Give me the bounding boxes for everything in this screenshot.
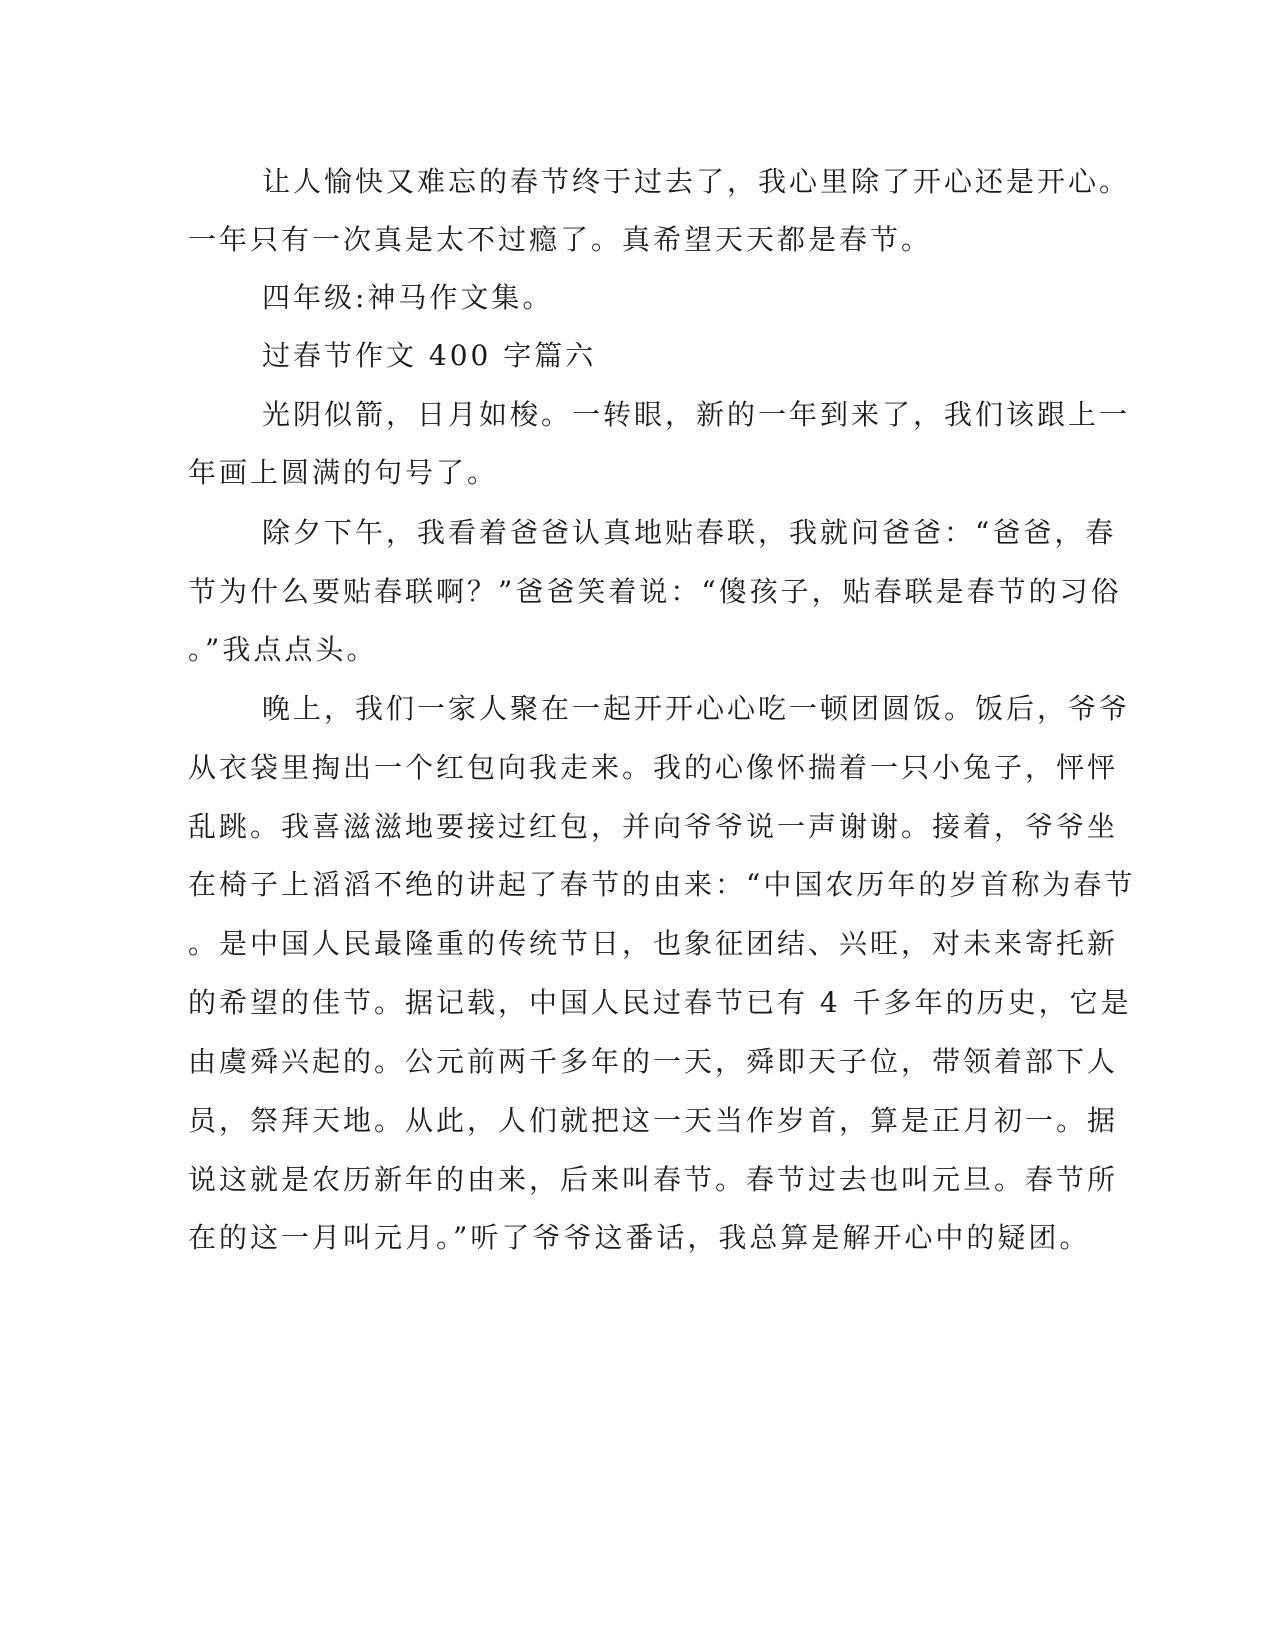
paragraph-2-line-1: 光阴似箭，日月如梭。一转眼，新的一年到来了，我们该跟上一 xyxy=(262,398,1131,431)
paragraph-4-line-4: 在椅子上滔滔不绝的讲起了春节的由来：“中国农历年的岁首称为春节 xyxy=(188,868,1136,901)
paragraph-4-line-10: 在的这一月叫元月。”听了爷爷这番话，我总算是解开心中的疑团。 xyxy=(188,1221,1091,1254)
paragraph-2-line-2: 年画上圆满的句号了。 xyxy=(188,456,499,489)
paragraph-4-line-1: 晚上，我们一家人聚在一起开开心心吃一顿团圆饭。饭后，爷爷 xyxy=(262,692,1131,725)
paragraph-4-line-3: 乱跳。我喜滋滋地要接过红包，并向爷爷说一声谢谢。接着，爷爷坐 xyxy=(188,810,1119,843)
paragraph-4-line-7: 由虞舜兴起的。公元前两千多年的一天，舜即天子位，带领着部下人 xyxy=(188,1045,1119,1078)
paragraph-4-line-9: 说这就是农历新年的由来，后来叫春节。春节过去也叫元旦。春节所 xyxy=(188,1163,1119,1196)
section-heading: 过春节作文 400 字篇六 xyxy=(262,339,597,372)
paragraph-4-line-5: 。是中国人民最隆重的传统节日，也象征团结、兴旺，对未来寄托新 xyxy=(188,927,1119,960)
paragraph-3-line-3: 。”我点点头。 xyxy=(188,633,378,666)
paragraph-1-line-1: 让人愉快又难忘的春节终于过去了，我心里除了开心还是开心。 xyxy=(262,165,1131,198)
paragraph-4-line-8: 员，祭拜天地。从此，人们就把这一天当作岁首，算是正月初一。据 xyxy=(188,1104,1119,1137)
paragraph-1-line-2: 一年只有一次真是太不过瘾了。真希望天天都是春节。 xyxy=(188,223,933,256)
paragraph-3-line-1: 除夕下午，我看着爸爸认真地贴春联，我就问爸爸：“爸爸，春 xyxy=(262,516,1117,549)
paragraph-4-line-6: 的希望的佳节。据记载，中国人民过春节已有 4 千多年的历史，它是 xyxy=(188,986,1132,1019)
paragraph-4-line-2: 从衣袋里掏出一个红包向我走来。我的心像怀揣着一只小兔子，怦怦 xyxy=(188,751,1119,784)
source-note: 四年级:神马作文集。 xyxy=(262,281,554,314)
paragraph-3-line-2: 节为什么要贴春联啊？”爸爸笑着说：“傻孩子，贴春联是春节的习俗 xyxy=(188,575,1122,608)
